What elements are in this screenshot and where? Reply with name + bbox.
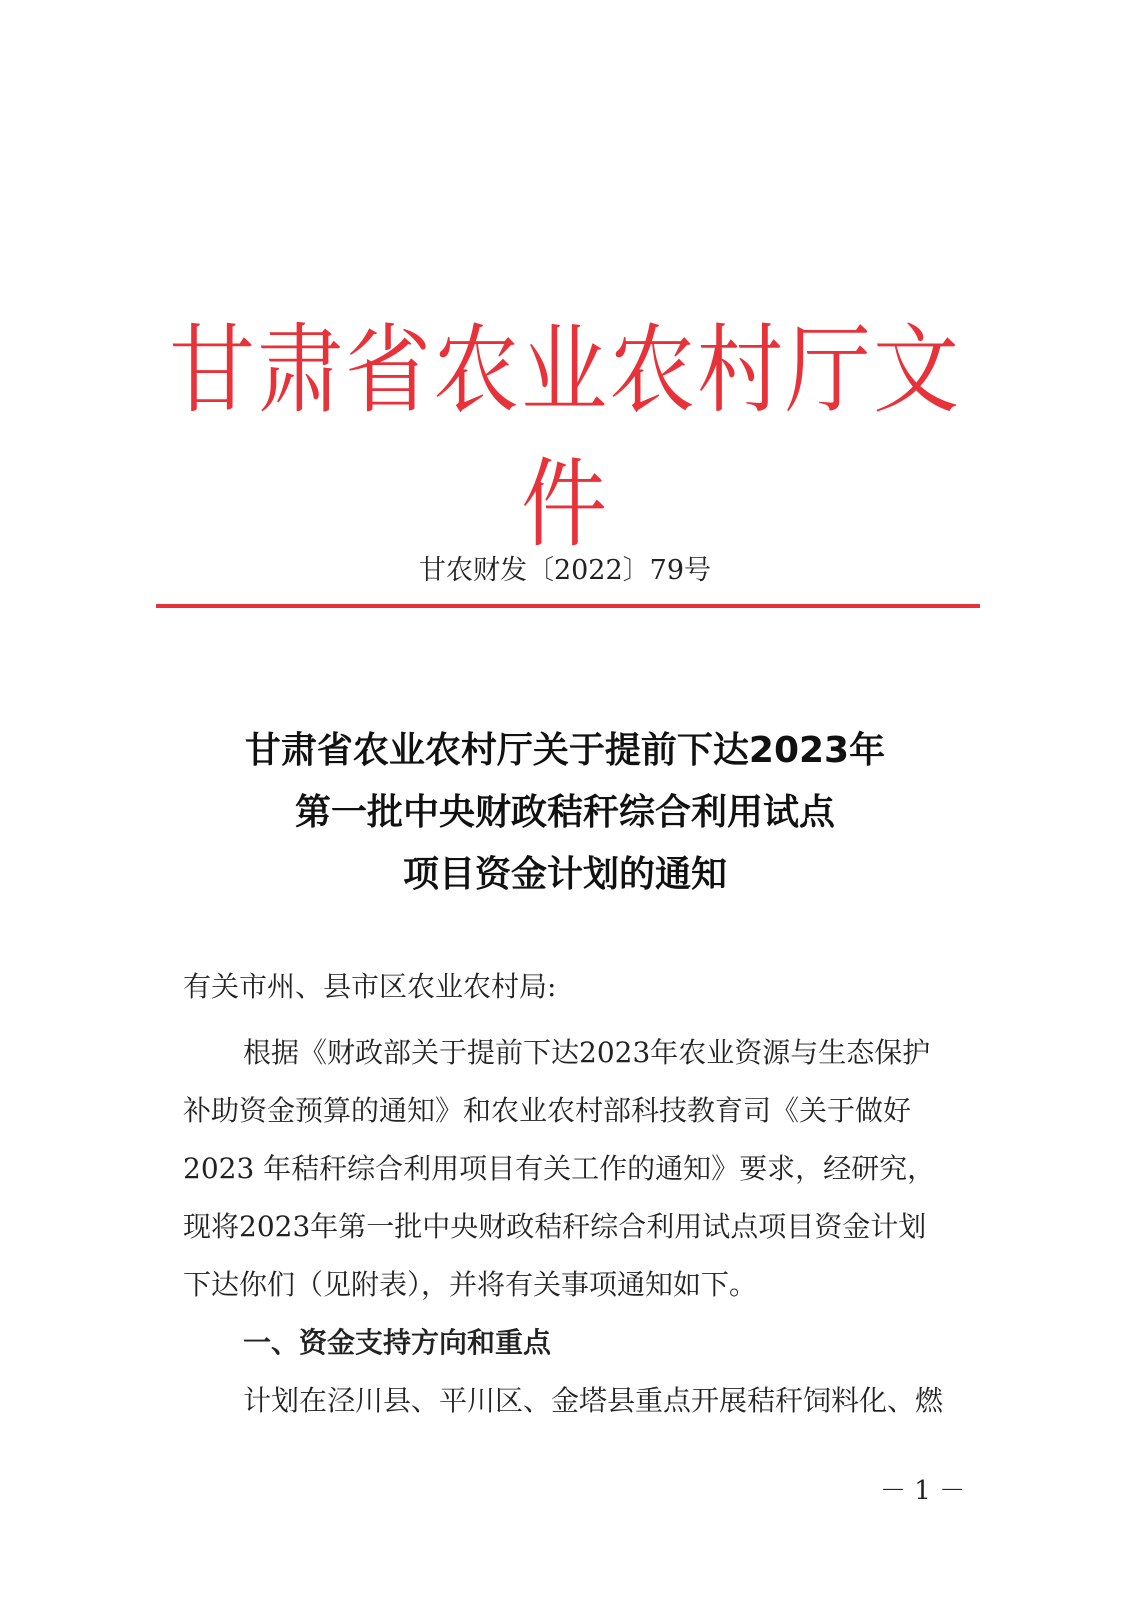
masthead-title: 甘肃省农业农村厅文件 [169, 314, 961, 562]
title-line-1: 甘肃省农业农村厅关于提前下达2023年 [244, 730, 886, 771]
title-line-2: 第一批中央财政秸秆综合利用试点 [294, 792, 835, 833]
paragraph-line-2: 补助资金预算的通知》和农业农村部科技教育司《关于做好 [183, 1094, 912, 1127]
title-line-3: 项目资金计划的通知 [402, 854, 727, 895]
document-number: 甘农财发〔2022〕79号 [418, 555, 712, 586]
paragraph-line-1 [243, 1031, 977, 1071]
paragraph-line-5: 下达你们（见附表），并将有关事项通知如下。 [183, 1268, 758, 1301]
red-separator-line [156, 604, 980, 608]
paragraph-line-1-text: 根据《财政部关于提前下达2023年农业资源与生态保护 [243, 1036, 931, 1069]
recipient-line: 有关市州、县市区农业农村局: [183, 970, 557, 1003]
paragraph-line-3: 2023 年秸秆综合利用项目有关工作的通知》要求，经研究， [183, 1152, 936, 1185]
paragraph-line-4: 现将2023年第一批中央财政秸秆综合利用试点项目资金计划 [183, 1210, 927, 1243]
section-text-line: 计划在泾川县、平川区、金塔县重点开展秸秆饲料化、燃 [243, 1384, 944, 1417]
section-heading: 一、资金支持方向和重点 [243, 1326, 552, 1359]
notice-title [120, 720, 1010, 906]
page-number: － 1 － [880, 1476, 966, 1506]
